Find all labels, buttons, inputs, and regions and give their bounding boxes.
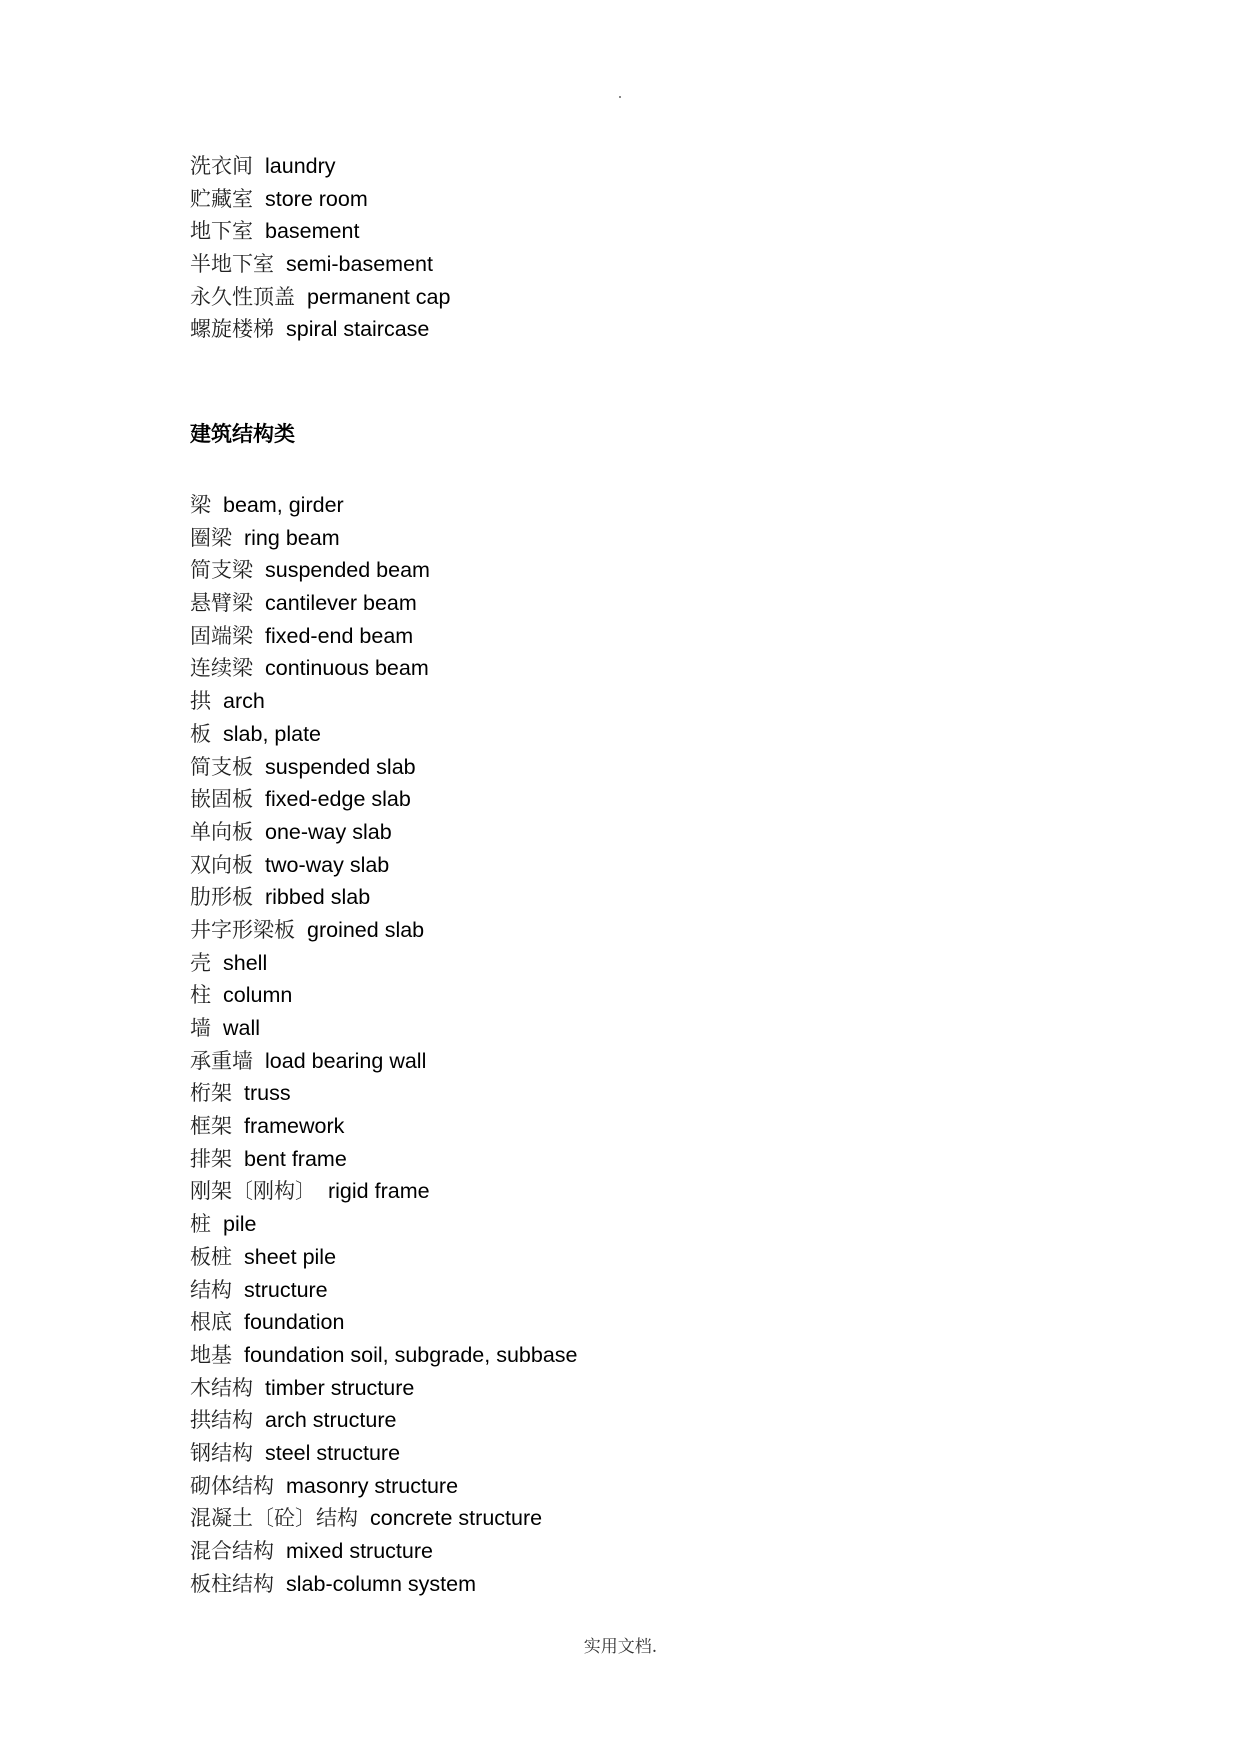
term-english: semi-basement bbox=[286, 252, 433, 277]
term-entry bbox=[190, 1306, 578, 1339]
term-chinese: 壳 bbox=[190, 950, 211, 975]
term-chinese: 墙 bbox=[190, 1016, 211, 1040]
term-chinese: 结构 bbox=[190, 1277, 232, 1302]
term-english: laundry bbox=[265, 154, 336, 178]
term-entry bbox=[190, 1372, 578, 1405]
term-english: fixed-edge slab bbox=[265, 787, 411, 812]
term-entry bbox=[190, 1470, 578, 1503]
term-english: masonry structure bbox=[286, 1473, 459, 1498]
term-chinese: 柱 bbox=[190, 983, 211, 1008]
term-chinese: 简支梁 bbox=[190, 558, 253, 583]
term-english: suspended beam bbox=[265, 558, 430, 583]
term-entry bbox=[190, 718, 578, 751]
term-entry bbox=[190, 1502, 578, 1535]
term-english: basement bbox=[265, 219, 360, 244]
term-entry bbox=[190, 1012, 578, 1045]
term-chinese: 混合结构 bbox=[190, 1539, 274, 1563]
term-entry bbox=[190, 522, 578, 555]
term-entry bbox=[190, 849, 578, 882]
term-chinese: 拱结构 bbox=[190, 1408, 253, 1433]
term-english: rigid frame bbox=[328, 1179, 430, 1204]
term-english: one-way slab bbox=[265, 819, 392, 844]
term-entry bbox=[190, 587, 578, 620]
term-entry bbox=[190, 1241, 578, 1274]
term-chinese: 半地下室 bbox=[190, 252, 274, 277]
term-chinese: 刚架〔刚构〕 bbox=[190, 1179, 316, 1204]
term-chinese: 固端梁 bbox=[190, 623, 253, 648]
term-english: wall bbox=[223, 1016, 261, 1040]
term-entry bbox=[190, 1077, 578, 1110]
term-english: timber structure bbox=[265, 1375, 415, 1400]
term-english: store room bbox=[265, 186, 368, 211]
term-entry bbox=[190, 1339, 578, 1372]
term-entry bbox=[190, 1143, 578, 1176]
term-entry bbox=[190, 489, 578, 522]
term-chinese: 井字形梁板 bbox=[190, 917, 295, 942]
term-chinese: 混凝土〔砼〕结构 bbox=[190, 1506, 358, 1531]
term-entry bbox=[190, 215, 450, 248]
term-entry bbox=[190, 620, 578, 653]
term-chinese: 板 bbox=[190, 721, 211, 746]
term-chinese: 螺旋楼梯 bbox=[190, 317, 274, 342]
term-english: shell bbox=[223, 950, 268, 975]
term-english: structure bbox=[244, 1277, 328, 1302]
term-chinese: 木结构 bbox=[190, 1375, 253, 1400]
term-chinese: 连续梁 bbox=[190, 656, 253, 681]
term-entry bbox=[190, 248, 450, 281]
term-chinese: 梁 bbox=[190, 493, 211, 517]
term-english: pile bbox=[223, 1212, 257, 1237]
term-chinese: 双向板 bbox=[190, 852, 253, 877]
term-english: beam, girder bbox=[223, 493, 344, 517]
term-entry bbox=[190, 1535, 578, 1568]
term-entry bbox=[190, 914, 578, 947]
term-chinese: 地下室 bbox=[190, 219, 253, 244]
term-entry bbox=[190, 947, 578, 980]
term-english: two-way slab bbox=[265, 852, 390, 877]
term-chinese: 拱 bbox=[190, 689, 211, 714]
term-english: foundation soil, subgrade, subbase bbox=[244, 1342, 578, 1367]
term-entry bbox=[190, 652, 578, 685]
term-chinese: 贮藏室 bbox=[190, 186, 253, 211]
term-chinese: 地基 bbox=[190, 1342, 232, 1367]
term-entry bbox=[190, 1274, 578, 1307]
top-term-list bbox=[190, 150, 450, 346]
term-entry bbox=[190, 783, 578, 816]
term-english: concrete structure bbox=[370, 1506, 543, 1531]
header-mark bbox=[619, 96, 621, 98]
term-chinese: 嵌固板 bbox=[190, 787, 253, 812]
term-chinese: 洗衣间 bbox=[190, 154, 253, 178]
term-entry bbox=[190, 685, 578, 718]
term-entry bbox=[190, 1045, 578, 1078]
term-chinese: 桩 bbox=[190, 1212, 211, 1237]
term-english: suspended slab bbox=[265, 754, 416, 779]
term-entry bbox=[190, 1208, 578, 1241]
term-chinese: 排架 bbox=[190, 1146, 232, 1171]
term-chinese: 板桩 bbox=[190, 1244, 232, 1269]
term-entry bbox=[190, 150, 450, 183]
term-entry bbox=[190, 979, 578, 1012]
term-chinese: 悬臂梁 bbox=[190, 591, 253, 616]
term-entry bbox=[190, 1568, 578, 1601]
term-english: mixed structure bbox=[286, 1539, 433, 1563]
term-english: foundation bbox=[244, 1310, 345, 1335]
term-chinese: 板柱结构 bbox=[190, 1571, 274, 1596]
term-chinese: 圈梁 bbox=[190, 525, 232, 550]
structure-term-list bbox=[190, 489, 578, 1600]
term-entry bbox=[190, 751, 578, 784]
term-chinese: 简支板 bbox=[190, 754, 253, 779]
term-chinese: 单向板 bbox=[190, 819, 253, 844]
term-chinese: 永久性顶盖 bbox=[190, 284, 295, 309]
term-english: slab-column system bbox=[286, 1571, 476, 1596]
term-english: slab, plate bbox=[223, 721, 322, 746]
page-footer: 实用文档. bbox=[583, 1637, 658, 1657]
term-chinese: 肋形板 bbox=[190, 885, 253, 910]
term-chinese: 框架 bbox=[190, 1114, 232, 1139]
term-entry bbox=[190, 816, 578, 849]
term-entry bbox=[190, 183, 450, 216]
section-heading: 建筑结构类 bbox=[190, 422, 295, 446]
term-english: bent frame bbox=[244, 1146, 347, 1171]
term-english: truss bbox=[244, 1081, 291, 1106]
term-english: continuous beam bbox=[265, 656, 429, 681]
term-entry bbox=[190, 881, 578, 914]
term-entry bbox=[190, 313, 450, 346]
term-english: arch bbox=[223, 689, 265, 714]
term-english: spiral staircase bbox=[286, 317, 430, 342]
term-english: framework bbox=[244, 1114, 345, 1139]
term-chinese: 桁架 bbox=[190, 1081, 232, 1106]
term-english: ribbed slab bbox=[265, 885, 371, 910]
term-english: steel structure bbox=[265, 1440, 401, 1465]
term-chinese: 根底 bbox=[190, 1310, 232, 1335]
term-entry bbox=[190, 281, 450, 314]
term-english: permanent cap bbox=[307, 284, 451, 309]
term-english: ring beam bbox=[244, 525, 340, 550]
term-entry bbox=[190, 554, 578, 587]
term-chinese: 承重墙 bbox=[190, 1048, 253, 1073]
term-english: groined slab bbox=[307, 917, 425, 942]
term-english: cantilever beam bbox=[265, 591, 417, 616]
term-english: fixed-end beam bbox=[265, 623, 414, 648]
term-english: sheet pile bbox=[244, 1244, 337, 1269]
term-english: arch structure bbox=[265, 1408, 397, 1433]
term-chinese: 砌体结构 bbox=[190, 1473, 274, 1498]
term-english: column bbox=[223, 983, 293, 1008]
term-chinese: 钢结构 bbox=[190, 1440, 253, 1465]
term-entry bbox=[190, 1437, 578, 1470]
term-entry bbox=[190, 1404, 578, 1437]
term-english: load bearing wall bbox=[265, 1048, 427, 1073]
term-entry bbox=[190, 1110, 578, 1143]
term-entry bbox=[190, 1175, 578, 1208]
